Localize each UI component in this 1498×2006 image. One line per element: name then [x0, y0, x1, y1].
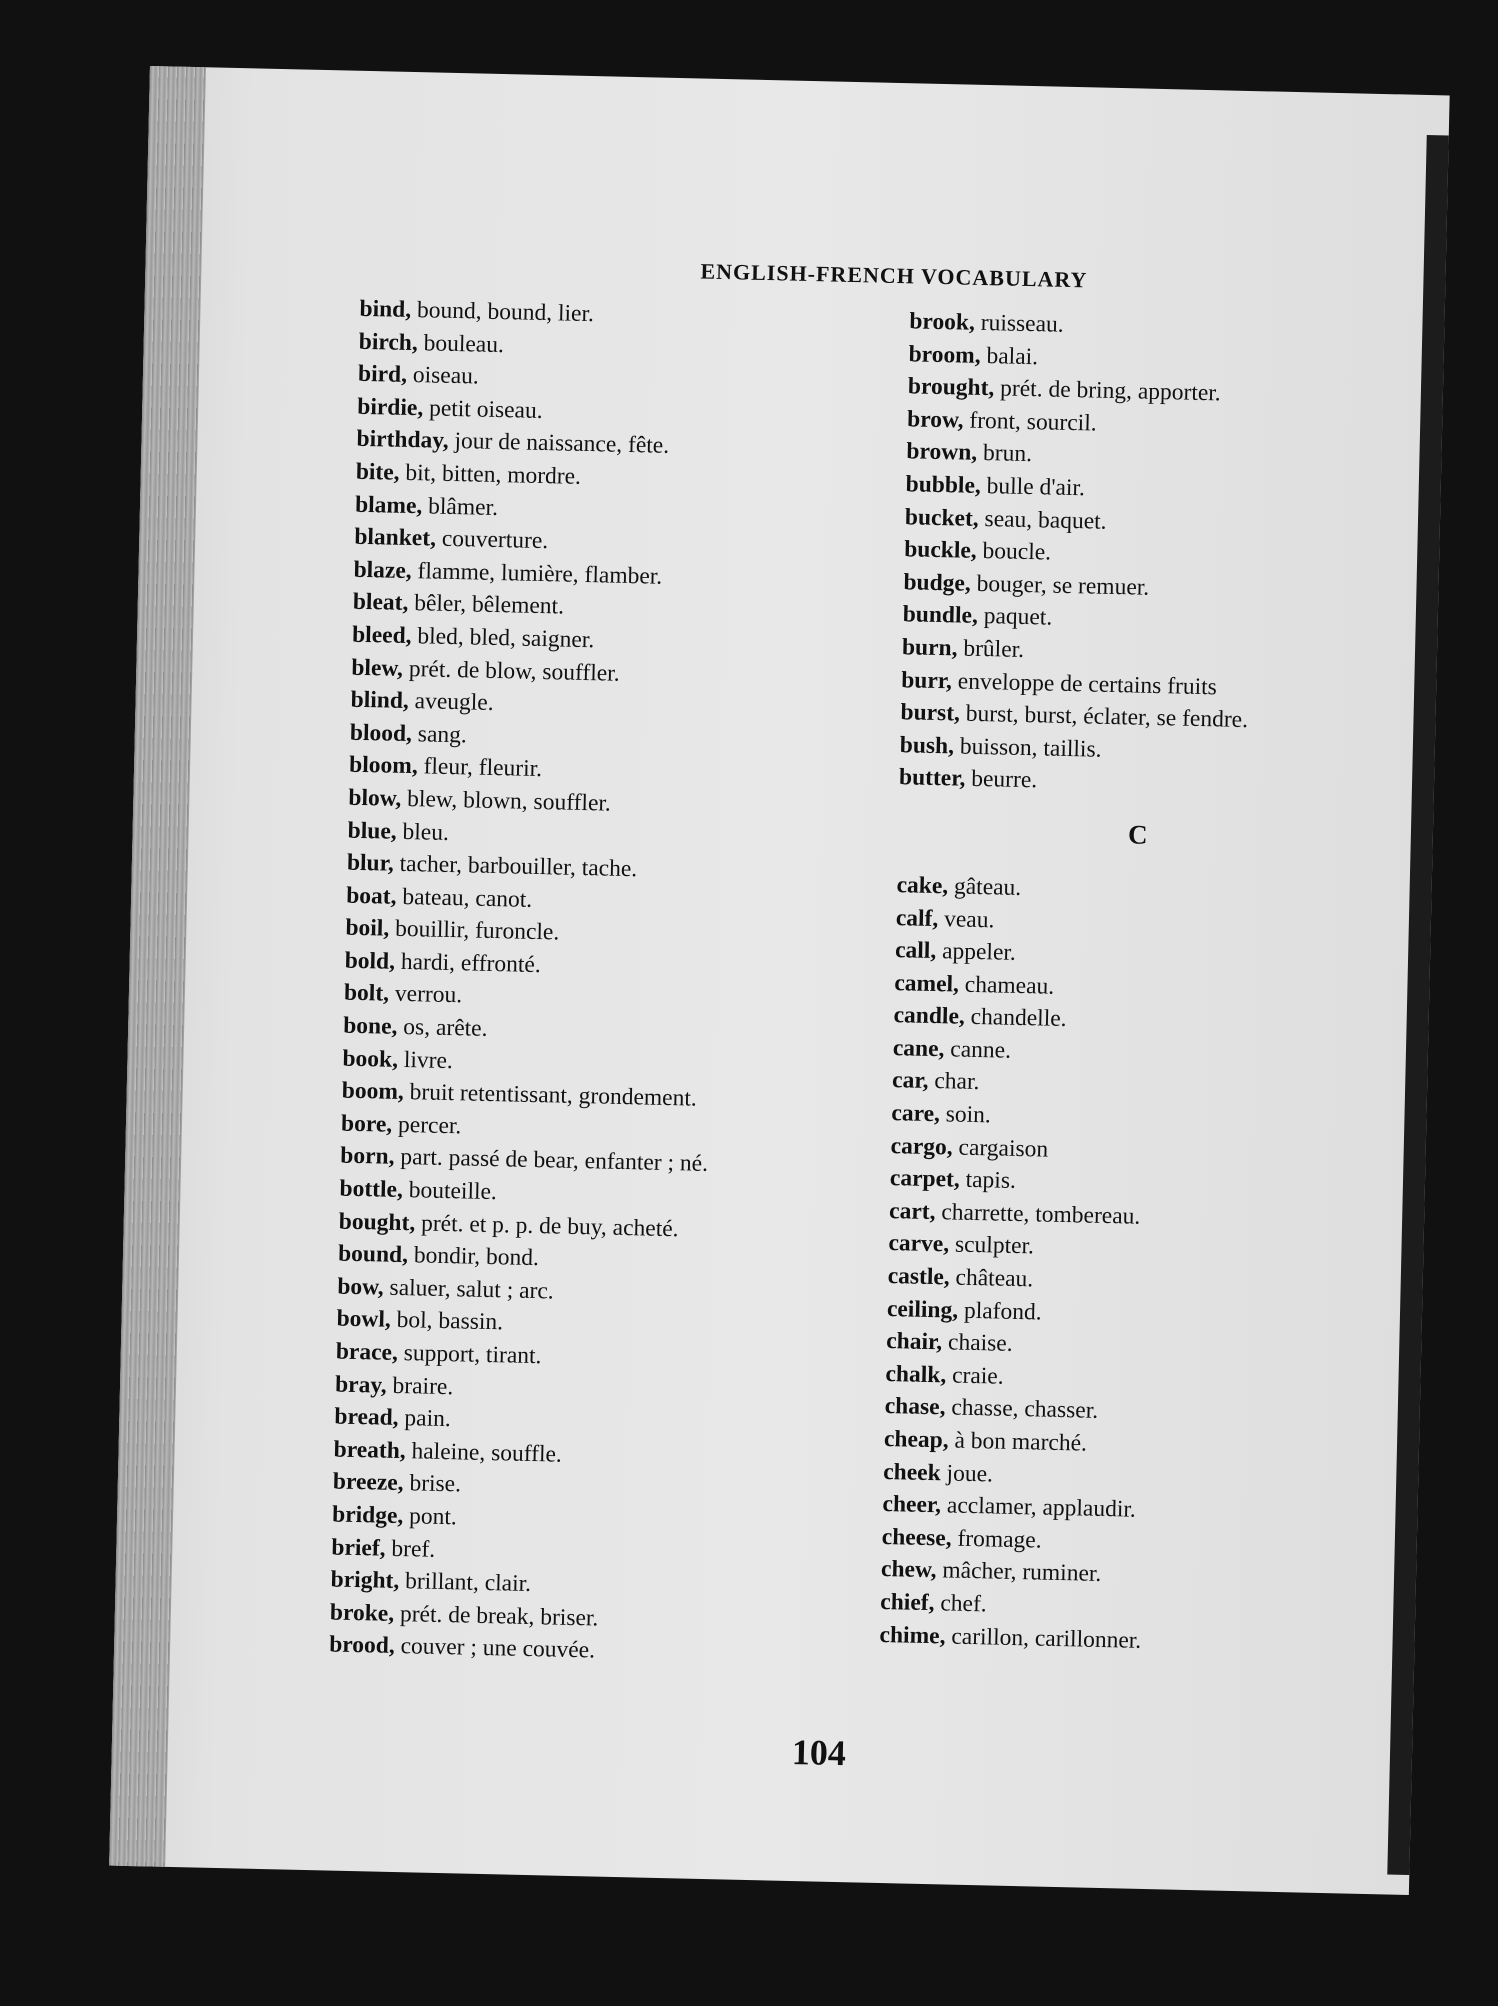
entry-definition: enveloppe de certains fruits [957, 668, 1218, 700]
entry-headword: cheek [883, 1458, 942, 1486]
entry-definition: aveugle. [414, 688, 494, 717]
b-entries [899, 305, 1390, 805]
entry-headword: chief, [880, 1588, 935, 1617]
entry-definition: chandelle. [970, 1004, 1067, 1033]
entry-headword: born, [340, 1143, 395, 1171]
entry-headword: burn, [901, 634, 958, 662]
entry-headword: burst, [900, 699, 961, 727]
entry-definition: front, sourcil. [969, 407, 1097, 437]
entry-definition: haleine, souffle. [411, 1438, 563, 1468]
entry-definition: bleu. [402, 818, 450, 846]
entry-headword: blur, [346, 849, 395, 877]
entry-headword: bow, [337, 1273, 385, 1301]
entry-headword: cheap, [883, 1426, 949, 1454]
entry-definition: bondir, bond. [413, 1242, 540, 1272]
entry-headword: cake, [896, 872, 949, 900]
entry-headword: blanket, [354, 523, 437, 552]
entry-definition: support, tirant. [403, 1340, 542, 1370]
entry-headword: blaze, [353, 556, 413, 584]
entry-definition: bouleau. [423, 329, 505, 358]
entry-definition: chasse, chasser. [951, 1394, 1099, 1425]
entry-headword: bone, [342, 1012, 398, 1040]
entry-headword: chase, [884, 1393, 946, 1421]
entry-definition: livre. [403, 1046, 454, 1074]
entry-headword: bleed, [351, 621, 412, 650]
entry-headword: bought, [338, 1208, 416, 1236]
entry-definition: jour de naissance, fête. [454, 428, 670, 460]
left-column [329, 293, 880, 1673]
entry-headword: bright, [330, 1566, 400, 1595]
entry-definition: prét. de bring, apporter. [999, 375, 1222, 407]
entry-headword: bound, [337, 1240, 409, 1269]
entry-headword: book, [342, 1045, 399, 1073]
entry-definition: couverture. [441, 525, 549, 555]
entry-headword: boil, [345, 914, 390, 942]
entry-definition: bref. [391, 1535, 436, 1563]
entry-definition: mâcher, ruminer. [942, 1557, 1102, 1588]
entry-headword: birdie, [357, 393, 424, 422]
entry-definition: veau. [943, 905, 995, 933]
entry-headword: boat, [345, 882, 397, 910]
entry-headword: breath, [333, 1436, 406, 1464]
entry-headword: blind, [350, 686, 410, 715]
entry-headword: bray, [334, 1371, 388, 1399]
entry-definition: brun. [982, 440, 1033, 468]
entry-definition: sculpter. [954, 1232, 1035, 1260]
entry-definition: bol, bassin. [396, 1307, 504, 1336]
entry-headword: cane, [892, 1034, 945, 1063]
entry-definition: prét. de break, briser. [399, 1600, 599, 1632]
entry-definition: appeler. [941, 938, 1017, 966]
entry-headword: birthday, [356, 426, 449, 455]
entry-definition: braire. [392, 1372, 454, 1400]
entry-definition: balai. [986, 342, 1039, 370]
entry-headword: burr, [900, 666, 953, 694]
entry-definition: acclamer, applaudir. [946, 1492, 1137, 1523]
entry-headword: ceiling, [886, 1295, 959, 1324]
entry-headword: bubble, [905, 471, 982, 499]
right-column [879, 305, 1389, 1662]
entry-definition: chef. [940, 1590, 987, 1618]
entry-definition: hardi, effronté. [400, 948, 542, 978]
entry-headword: brow, [906, 406, 964, 434]
page-binding [109, 66, 206, 1867]
entry-headword: carve, [888, 1230, 950, 1258]
entry-definition: couver ; une couvée. [400, 1633, 596, 1664]
entry-definition: fromage. [957, 1525, 1042, 1554]
entry-headword: blue, [347, 817, 397, 845]
entry-headword: bite, [355, 458, 400, 486]
entry-headword: bottle, [339, 1175, 404, 1204]
entry-headword: car, [891, 1067, 929, 1095]
entry-headword: bloom, [348, 752, 419, 780]
entry-definition: château. [955, 1264, 1034, 1293]
entry-headword: chair, [885, 1328, 943, 1356]
entry-headword: brief, [331, 1534, 386, 1562]
entry-definition: soin. [945, 1101, 992, 1129]
entry-definition: craie. [951, 1362, 1004, 1390]
entry-definition: burst, burst, éclater, se fendre. [965, 700, 1249, 734]
entry-definition: bouillir, furoncle. [394, 916, 560, 946]
c-entries [879, 869, 1377, 1662]
entry-headword: blood, [349, 719, 413, 747]
entry-definition: part. passé de bear, enfanter ; né. [400, 1144, 709, 1178]
entry-headword: bolt, [343, 980, 390, 1008]
entry-headword: brace, [335, 1338, 399, 1366]
entry-definition: char. [934, 1068, 980, 1096]
entry-headword: bundle, [902, 601, 979, 630]
entry-definition: cargaison [958, 1134, 1049, 1163]
entry-definition: brise. [409, 1470, 462, 1498]
entry-definition: sang. [417, 720, 468, 749]
entry-headword: blame, [354, 491, 423, 519]
entry-headword: butter, [898, 764, 966, 792]
entry-headword: cart, [888, 1197, 936, 1225]
entry-headword: bowl, [336, 1305, 392, 1334]
entry-headword: broke, [329, 1599, 395, 1627]
entry-headword: bird, [357, 360, 408, 389]
entry-definition: boucle. [982, 538, 1052, 566]
entry-definition: bouger, se remuer. [976, 570, 1150, 601]
entry-definition: chaise. [947, 1329, 1013, 1358]
entry-headword: camel, [894, 969, 960, 998]
entry-definition: bled, bled, saigner. [417, 623, 595, 654]
page-number: 104 [791, 1732, 847, 1774]
adjacent-page-edge [1387, 135, 1448, 1875]
entry-definition: gâteau. [953, 873, 1022, 901]
entry-definition: pont. [408, 1503, 458, 1531]
entry-headword: bread, [334, 1403, 399, 1432]
entry-definition: tapis. [965, 1167, 1017, 1195]
entry-definition: bulle d'air. [986, 473, 1086, 502]
entry-headword: bridge, [331, 1501, 404, 1530]
entry-headword: candle, [893, 1002, 966, 1031]
entry-definition: tacher, barbouiller, tache. [399, 850, 638, 883]
entry-definition: bateau, canot. [402, 883, 533, 913]
entry-headword: brought, [907, 373, 995, 402]
entry-headword: brown, [906, 438, 978, 467]
entry-headword: care, [891, 1100, 941, 1128]
entry-headword: blew, [351, 654, 404, 682]
entry-definition: fleur, fleurir. [423, 753, 543, 783]
entry-definition: joue. [946, 1460, 994, 1488]
entry-headword: cargo, [890, 1132, 953, 1161]
entry-definition: buisson, taillis. [959, 733, 1102, 763]
entry-headword: bush, [899, 731, 955, 760]
entry-headword: call, [894, 937, 937, 965]
entry-headword: carpet, [889, 1165, 961, 1193]
entry-headword: bold, [344, 947, 396, 975]
entry-definition: oiseau. [412, 362, 480, 390]
entry-definition: brûler. [963, 635, 1025, 663]
entry-definition: canne. [950, 1036, 1012, 1064]
entry-headword: cheese, [881, 1523, 952, 1552]
entry-definition: beurre. [970, 766, 1038, 794]
entry-headword: castle, [887, 1263, 951, 1291]
entry-headword: chime, [879, 1621, 946, 1650]
entry-definition: os, arête. [403, 1014, 488, 1042]
entry-definition: chameau. [964, 971, 1055, 1000]
entry-definition: seau, baquet. [984, 505, 1107, 535]
entry-definition: prét. et p. p. de buy, acheté. [420, 1210, 679, 1242]
entry-headword: boom, [341, 1077, 405, 1106]
entry-headword: blow, [348, 784, 402, 812]
entry-headword: brook, [909, 308, 976, 336]
entry-headword: chalk, [885, 1360, 947, 1389]
entry-headword: budge, [903, 568, 972, 597]
entry-definition: bound, bound, lier. [416, 297, 595, 328]
entry-headword: cheer, [882, 1491, 942, 1519]
entry-definition: plafond. [963, 1297, 1042, 1326]
book-page [109, 66, 1450, 1895]
entry-definition: bouteille. [408, 1177, 498, 1206]
entry-definition: blew, blown, souffler. [406, 785, 612, 817]
entry-definition: charrette, tombereau. [941, 1199, 1141, 1230]
entry-definition: ruisseau. [980, 309, 1064, 338]
entry-definition: paquet. [983, 603, 1053, 631]
entry-headword: breeze, [332, 1468, 404, 1497]
entry-definition: bit, bitten, mordre. [405, 459, 582, 490]
entry-headword: broom, [908, 340, 981, 369]
entry-definition: bruit retentissant, grondement. [409, 1079, 698, 1112]
page-header: ENGLISH-FRENCH VOCABULARY [700, 258, 1088, 293]
entry-definition: verrou. [394, 981, 463, 1009]
entry-headword: chew, [880, 1556, 937, 1584]
entry-definition: flamme, lumière, flamber. [417, 557, 663, 590]
entry-headword: bore, [340, 1110, 393, 1138]
entry-definition: prét. de blow, souffler. [408, 655, 620, 687]
entry-headword: calf, [895, 904, 939, 932]
entry-headword: buckle, [903, 536, 977, 565]
entry-definition: blâmer. [427, 492, 499, 521]
entry-definition: saluer, salut ; arc. [389, 1274, 555, 1305]
entry-headword: birch, [358, 328, 419, 356]
entry-definition: percer. [397, 1111, 462, 1140]
entry-definition: pain. [404, 1405, 452, 1433]
entry-headword: bleat, [352, 589, 409, 617]
entry-definition: petit oiseau. [428, 395, 543, 424]
entry-definition: brillant, clair. [404, 1568, 532, 1598]
entry-definition: bêler, bêlement. [413, 590, 565, 620]
entry-headword: bucket, [904, 503, 980, 532]
entry-definition: à bon marché. [954, 1427, 1088, 1457]
entry-definition: carillon, carillonner. [951, 1623, 1142, 1654]
section-letter: C [1127, 819, 1148, 850]
entry-headword: brood, [328, 1631, 396, 1660]
entry-headword: bind, [359, 295, 412, 323]
